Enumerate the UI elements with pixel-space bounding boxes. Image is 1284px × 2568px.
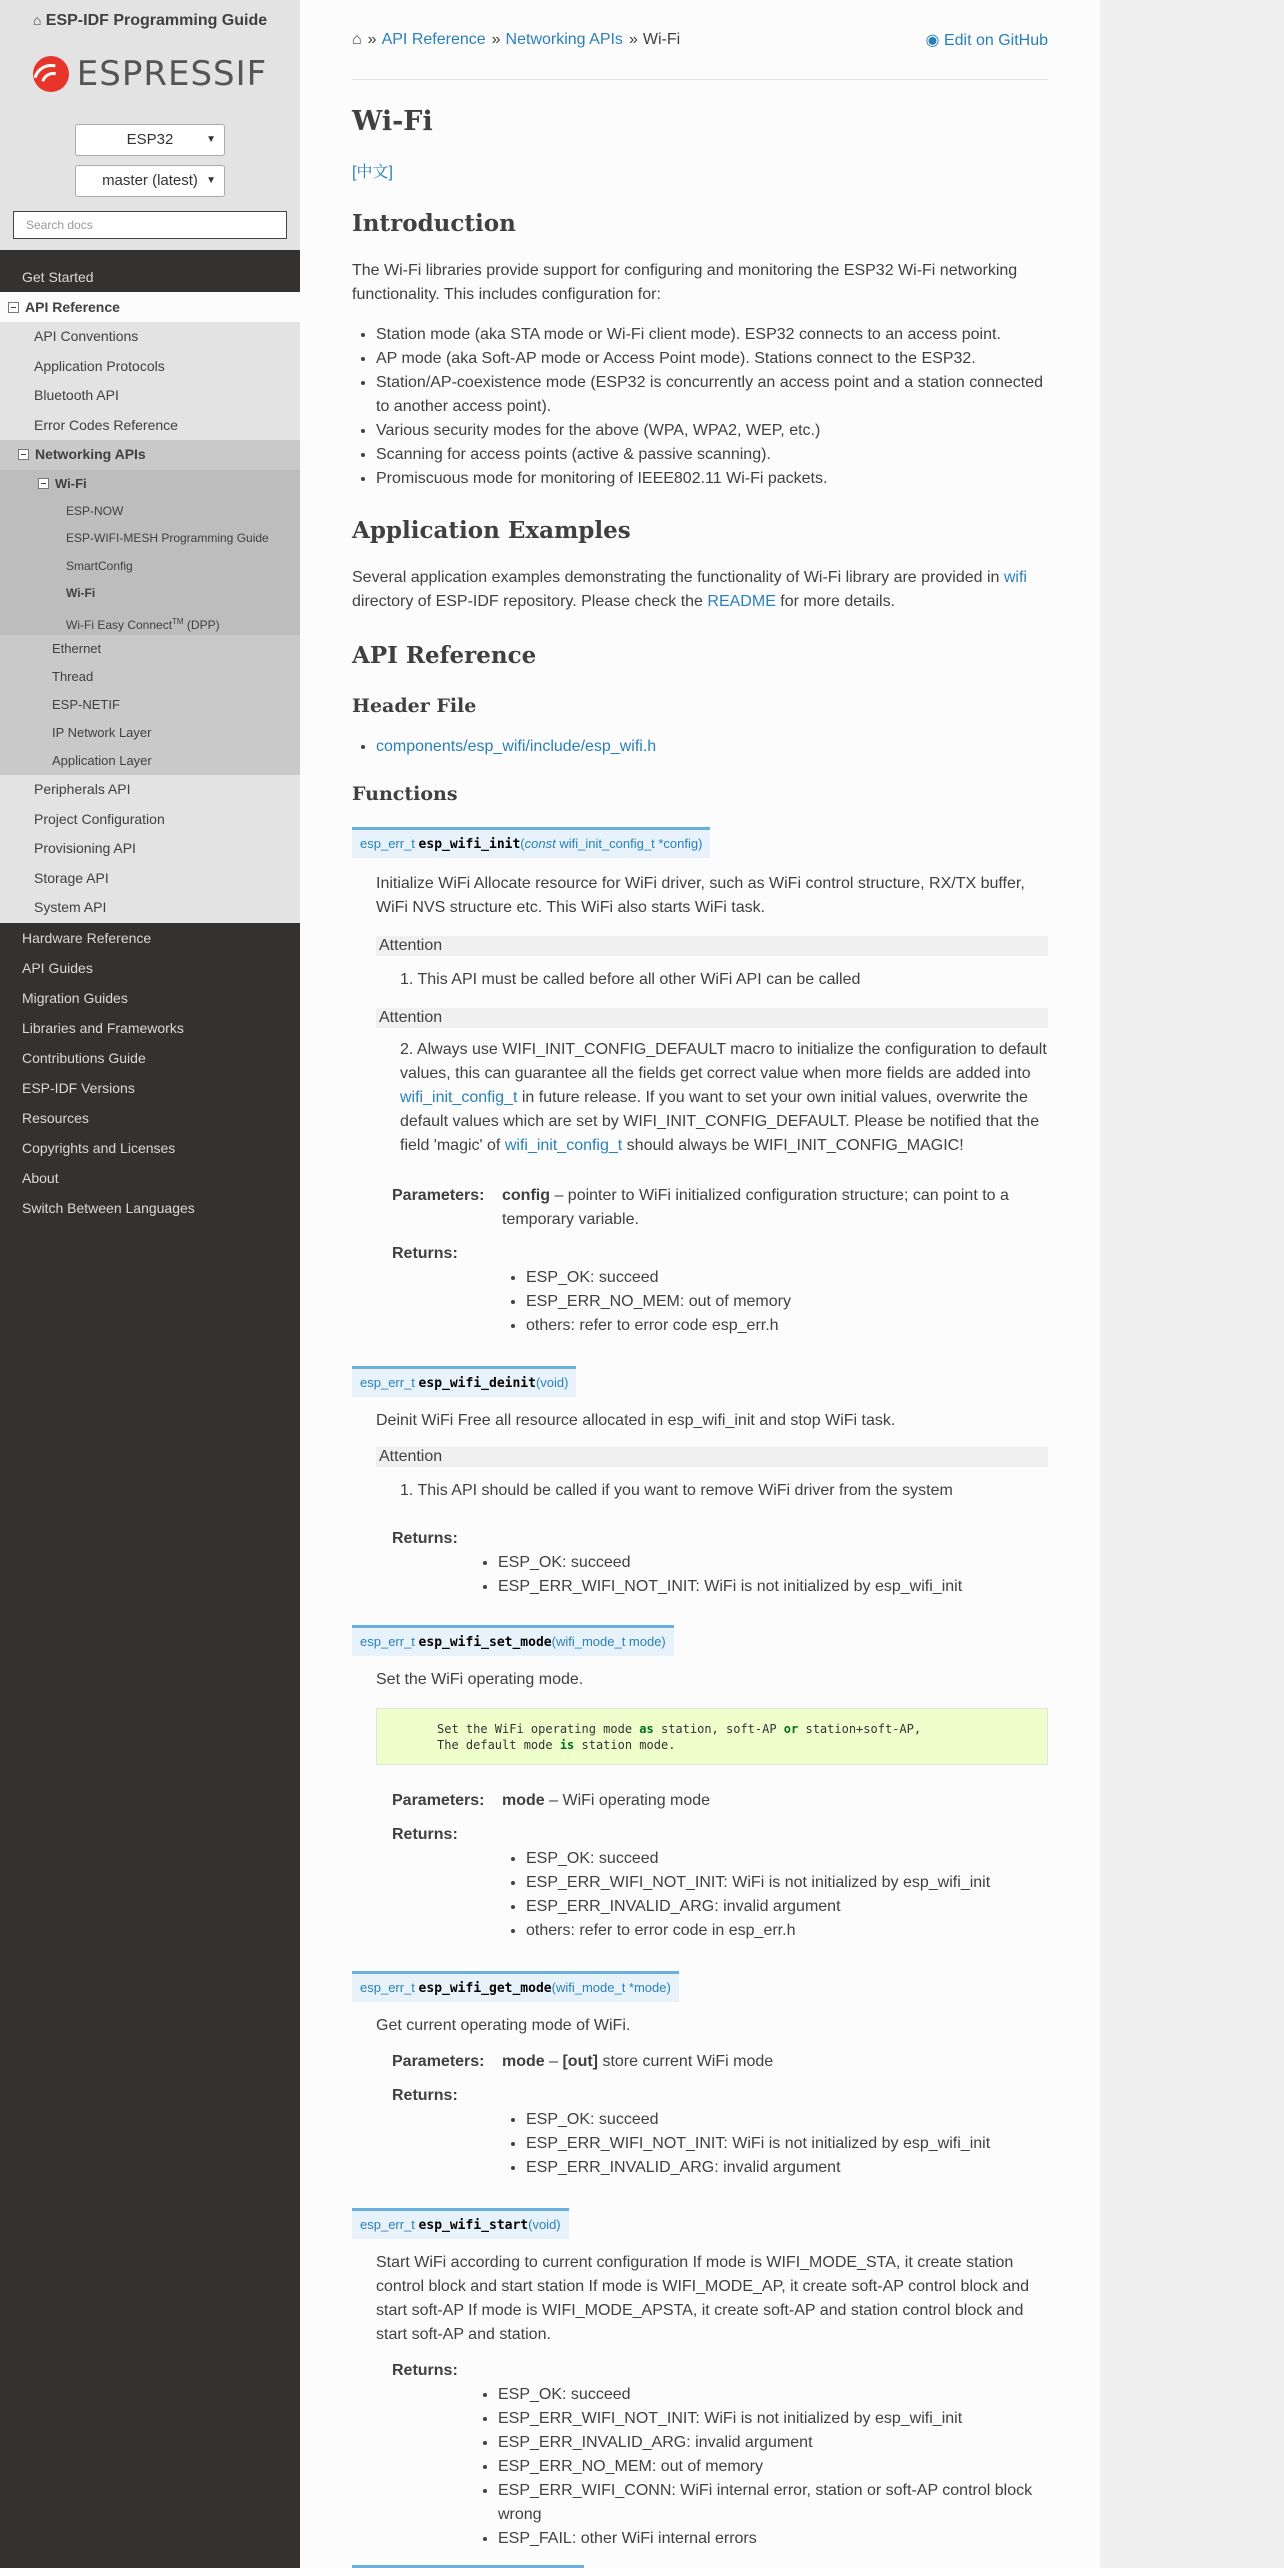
return-type-link[interactable]: esp_err_t [360, 1634, 415, 1649]
sidebar-item-label: Wi-Fi Easy Connect [66, 617, 173, 632]
text: should always be WIFI_INIT_CONFIG_MAGIC! [622, 1137, 964, 1154]
function-desc-text: Set the WiFi operating mode. [376, 1671, 584, 1688]
field-list [392, 1789, 1048, 1943]
args: wifi_init_config_t *config) [555, 836, 703, 851]
text: 2. Always use WIFI_INIT_CONFIG_DEFAULT macro to initialize the configuration to default values, this can guarantee all the fields get correct value when more fields are added into [400, 1041, 1047, 1082]
function-signature-esp-wifi-start[interactable] [352, 2208, 569, 2239]
sidebar-item-esp-now[interactable]: ESP-NOW [0, 498, 300, 526]
args: (wifi_mode_t mode) [551, 1634, 666, 1649]
header-file-link[interactable]: components/esp_wifi/include/esp_wifi.h [376, 738, 657, 755]
sidebar-item-networking-apis[interactable] [0, 440, 300, 470]
function-signature-esp-wifi-get-mode[interactable] [352, 1971, 679, 2002]
param-desc: – WiFi operating mode [544, 1792, 711, 1809]
sidebar-item-application-layer[interactable]: Application Layer [0, 747, 300, 775]
returns-label: Returns: [392, 2362, 458, 2379]
list-item: • ESP_ERR_NO_MEM: out of memory [498, 2455, 1048, 2479]
returns-label: Returns: [392, 1826, 458, 1843]
intro-paragraph: The Wi-Fi libraries provide support for configuring and monitoring the ESP32 Wi-Fi networking functionality. This includes configuration for: [352, 262, 1018, 303]
sidebar-item-system-api[interactable]: System API [0, 893, 300, 923]
param-desc: – pointer to WiFi initialized configuration structure; can point to a temporary variable. [502, 1187, 1009, 1228]
function-signature-esp-wifi-set-mode[interactable] [352, 1625, 674, 1656]
function-description [376, 1409, 1048, 1599]
list-item: • Station mode (aka STA mode or Wi-Fi client mode). ESP32 connects to an access point. [376, 323, 1048, 347]
args: (wifi_mode_t *mode) [551, 1980, 671, 1995]
returns-value [502, 2084, 990, 2180]
page-title: Wi-Fi [352, 106, 433, 137]
list-item: • ESP_ERR_WIFI_CONN: WiFi internal error, station or soft-AP control block wrong [498, 2479, 1048, 2527]
sidebar-item-smartconfig[interactable]: SmartConfig [0, 553, 300, 581]
sidebar-item-resources[interactable]: Resources [22, 1109, 89, 1126]
function-name: esp_wifi_set_mode [418, 1635, 552, 1650]
function-desc-text: Deinit WiFi Free all resource allocated in esp_wifi_init and stop WiFi task. [376, 1412, 896, 1429]
code-text: station mode. [574, 1738, 676, 1752]
list-item: • AP mode (aka Soft-AP mode or Access Point mode). Stations connect to the ESP32. [376, 347, 1048, 371]
list-item: • Scanning for access points (active & passive scanning). [376, 443, 1048, 467]
returns-label: Returns: [392, 1530, 458, 1547]
section-introduction: Introduction [352, 210, 516, 237]
search-input[interactable]: Search docs [13, 211, 287, 239]
function-description [376, 2251, 1048, 2551]
function-description [376, 872, 1048, 1338]
function-name: esp_wifi_start [418, 2218, 529, 2233]
field-list [392, 1184, 1048, 1338]
returns-value [502, 1242, 791, 1338]
github-icon: ◉ [925, 31, 940, 49]
code-text: Set the WiFi operating mode [437, 1722, 640, 1736]
function-signature-esp-wifi-deinit[interactable] [352, 1366, 576, 1397]
breadcrumb-separator: » [491, 30, 501, 48]
returns-value [502, 1823, 990, 1943]
sidebar-item-peripherals-api[interactable]: Peripherals API [0, 775, 300, 805]
function-name: esp_wifi_deinit [418, 1376, 536, 1391]
field-list [392, 2050, 1048, 2180]
list-item: • ESP_OK: succeed [498, 1551, 962, 1575]
attention-label: Attention [376, 1447, 1048, 1467]
returns-label: Returns: [392, 2087, 458, 2104]
list-item: • Station/AP-coexistence mode (ESP32 is concurrently an access point and a station connected to another access point). [376, 371, 1048, 419]
sidebar-item-get-started[interactable]: Get Started [22, 269, 94, 285]
target-select-value: ESP32 [126, 131, 174, 148]
breadcrumb [352, 0, 1048, 80]
list-item: • Various security modes for the above (WPA, WPA2, WEP, etc.) [376, 419, 1048, 443]
attention-text [376, 1038, 1048, 1158]
right-gutter [1100, 0, 1284, 2568]
list-item: • ESP_ERR_NO_MEM: out of memory [526, 1290, 791, 1314]
code-text: station, soft-AP [653, 1722, 784, 1736]
breadcrumb-separator: » [367, 30, 377, 48]
sidebar [0, 0, 300, 2568]
text: in future release. If you want to set your own initial values, overwrite the default values which are set by WIFI_INIT_CONFIG_DEFAULT. Please be notified that the field 'magic' of [400, 1089, 1040, 1154]
list-item: • ESP_OK: succeed [526, 2108, 990, 2132]
args-keyword: const [524, 836, 556, 851]
attention-text: 1. This API must be called before all other WiFi API can be called [400, 971, 861, 988]
function-description [376, 2014, 1048, 2180]
param-name: mode [502, 2053, 545, 2070]
sidebar-header [0, 0, 300, 250]
attention-label: Attention [376, 936, 1048, 956]
list-item: • ESP_ERR_INVALID_ARG: invalid argument [526, 2156, 990, 2180]
sidebar-item-libraries[interactable]: Libraries and Frameworks [22, 1019, 184, 1036]
list-item: • ESP_ERR_WIFI_NOT_INIT: WiFi is not initialized by esp_wifi_init [526, 1871, 990, 1895]
espressif-logo-icon [33, 56, 69, 92]
examples-paragraph [352, 566, 1048, 614]
header-file-list [376, 735, 1048, 759]
function-signature-esp-wifi-init[interactable] [352, 827, 710, 858]
version-select[interactable] [75, 165, 225, 197]
list-item: • ESP_ERR_INVALID_ARG: invalid argument [498, 2431, 1048, 2455]
sidebar-item-about[interactable]: About [22, 1169, 59, 1186]
parameters-value: mode – [out] store current WiFi mode [502, 2053, 774, 2070]
code-block [376, 1708, 1048, 1765]
project-title: ESP-IDF Programming Guide [45, 12, 268, 29]
list-item: • ESP_OK: succeed [526, 1266, 791, 1290]
sidebar-item-esp-wifi-mesh[interactable]: ESP-WIFI-MESH Programming Guide [0, 525, 300, 553]
sidebar-item-application-protocols[interactable]: Application Protocols [0, 352, 300, 382]
function-desc-text: Start WiFi according to current configuration If mode is WIFI_MODE_STA, it create station control block and start station If mode is WIFI_MODE_AP, it create soft-AP control block and start soft-AP If mode is WIFI_MODE_APSTA, it create soft-AP and station control block and start soft-AP and station. [376, 2254, 1030, 2343]
sidebar-item-wifi-current[interactable]: Wi-Fi [0, 580, 300, 608]
sidebar-item-storage-api[interactable]: Storage API [0, 864, 300, 894]
readme-link[interactable]: README [707, 593, 776, 610]
function-description [376, 1668, 1048, 1943]
sidebar-item-label: API Reference [25, 299, 120, 315]
edit-on-github-link[interactable] [926, 30, 1048, 50]
chevron-down-icon: ▼ [206, 175, 216, 186]
collapse-icon[interactable] [18, 449, 29, 460]
parameters-label: Parameters: [392, 2053, 485, 2070]
attention-label: Attention [376, 1008, 1048, 1028]
chevron-down-icon: ▼ [206, 134, 216, 145]
sidebar-item-copyrights[interactable]: Copyrights and Licenses [22, 1139, 176, 1156]
wifi-init-config-link[interactable]: wifi_init_config_t [504, 1137, 623, 1154]
project-title-link[interactable] [0, 12, 300, 30]
list-item: • others: refer to error code esp_err.h [526, 1314, 791, 1338]
sidebar-nav [0, 262, 300, 1223]
parameters-label: Parameters: [392, 1792, 485, 1809]
sidebar-item-contributions[interactable]: Contributions Guide [22, 1049, 146, 1066]
code-keyword: is [559, 1738, 575, 1752]
text: directory of ESP-IDF repository. Please check the [352, 593, 708, 610]
sidebar-item-switch-languages[interactable]: Switch Between Languages [22, 1199, 195, 1216]
version-select-value: master (latest) [102, 172, 198, 189]
param-direction: [out] [562, 2053, 598, 2070]
return-type-link[interactable]: esp_err_t [360, 2217, 415, 2232]
function-desc-text: Get current operating mode of WiFi. [376, 2017, 631, 2034]
espressif-logo [0, 54, 300, 94]
sidebar-item-ip-network-layer[interactable]: IP Network Layer [0, 719, 300, 747]
list-item: • ESP_ERR_WIFI_NOT_INIT: WiFi is not initialized by esp_wifi_init [498, 1575, 962, 1599]
sidebar-item-wifi-easy-connect[interactable] [0, 608, 300, 636]
section-header-file: Header File [352, 695, 477, 717]
field-list [392, 2359, 1048, 2551]
returns-value [474, 1527, 962, 1599]
code-keyword: or [783, 1722, 799, 1736]
home-icon: ⌂ [32, 12, 42, 28]
sidebar-item-api-reference[interactable] [0, 292, 300, 322]
list-item: • Promiscuous mode for monitoring of IEEE802.11 Wi-Fi packets. [376, 467, 1048, 491]
return-type-link[interactable]: esp_err_t [360, 836, 415, 851]
list-item: • others: refer to error code in esp_err.h [526, 1919, 990, 1943]
section-api-reference: API Reference [352, 642, 537, 669]
main-content [300, 0, 1100, 2568]
home-icon[interactable]: ⌂ [352, 30, 362, 48]
attention-text: 1. This API should be called if you want to remove WiFi driver from the system [400, 1482, 953, 1499]
parameters-label: Parameters: [392, 1187, 485, 1204]
sidebar-item-versions[interactable]: ESP-IDF Versions [22, 1079, 135, 1096]
collapse-icon[interactable] [38, 478, 49, 489]
sidebar-item-label: Networking APIs [35, 446, 146, 462]
collapse-icon[interactable] [8, 302, 19, 313]
param-desc: store current WiFi mode [598, 2053, 774, 2070]
breadcrumb-current: Wi-Fi [642, 30, 681, 48]
sidebar-item-ethernet[interactable]: Ethernet [0, 635, 300, 663]
parameters-value [502, 1789, 710, 1813]
wifi-init-config-link[interactable]: wifi_init_config_t [400, 1089, 518, 1106]
section-application-examples: Application Examples [352, 517, 631, 544]
code-text: The default mode [437, 1738, 560, 1752]
logo-text: ESPRESSIF [76, 54, 268, 94]
list-item: • ESP_ERR_WIFI_NOT_INIT: WiFi is not initialized by esp_wifi_init [498, 2407, 1048, 2431]
return-type-link[interactable]: esp_err_t [360, 1980, 415, 1995]
args: ( [520, 836, 525, 851]
param-name: mode [502, 1792, 545, 1809]
sidebar-item-thread[interactable]: Thread [0, 663, 300, 691]
section-functions: Functions [352, 783, 458, 805]
return-type-link[interactable]: esp_err_t [360, 1375, 415, 1390]
edit-on-github-label: Edit on GitHub [943, 31, 1048, 49]
sidebar-item-bluetooth-api[interactable]: Bluetooth API [0, 381, 300, 411]
returns-value [474, 2359, 1048, 2551]
returns-label: Returns: [392, 1245, 458, 1262]
text: Several application examples demonstrating the functionality of Wi-Fi library are provided in [352, 569, 1004, 586]
list-item: • ESP_ERR_INVALID_ARG: invalid argument [526, 1895, 990, 1919]
sidebar-item-esp-netif[interactable]: ESP-NETIF [0, 691, 300, 719]
target-select[interactable] [75, 124, 225, 156]
sidebar-item-provisioning-api[interactable]: Provisioning API [0, 834, 300, 864]
sidebar-item-api-conventions[interactable]: API Conventions [0, 322, 300, 352]
sidebar-item-hardware-reference[interactable]: Hardware Reference [22, 929, 152, 946]
field-list [392, 1527, 1048, 1599]
list-item: • ESP_OK: succeed [526, 1847, 990, 1871]
wifi-examples-link[interactable]: wifi [1003, 569, 1027, 586]
sidebar-item-wifi[interactable] [0, 470, 300, 498]
sidebar-item-project-configuration[interactable]: Project Configuration [0, 805, 300, 835]
function-name: esp_wifi_init [418, 837, 521, 852]
sidebar-item-api-guides[interactable]: API Guides [22, 959, 93, 976]
trademark-sup: TM [172, 616, 184, 626]
breadcrumb-separator: » [628, 30, 638, 48]
args: (void) [528, 2217, 561, 2232]
breadcrumb-api-reference[interactable]: API Reference [381, 30, 486, 48]
list-item: • ESP_ERR_WIFI_NOT_INIT: WiFi is not initialized by esp_wifi_init [526, 2132, 990, 2156]
sidebar-item-migration-guides[interactable]: Migration Guides [22, 989, 128, 1006]
code-text: station+soft-AP, [798, 1722, 922, 1736]
code-keyword: as [639, 1722, 654, 1736]
args: (void) [535, 1375, 569, 1390]
intro-list [376, 323, 1048, 491]
param-name: config [502, 1187, 550, 1204]
parameters-value [502, 1184, 1048, 1232]
list-item [376, 735, 1048, 759]
chinese-version-link[interactable]: [中文] [352, 164, 393, 181]
breadcrumb-networking-apis[interactable]: Networking APIs [505, 30, 623, 48]
sidebar-item-label-tail: (DPP) [183, 617, 220, 632]
text: for more details. [775, 593, 896, 610]
function-desc-text: Initialize WiFi Allocate resource for WiFi driver, such as WiFi control structure, RX/TX buffer, WiFi NVS structure etc. This WiFi also starts WiFi task. [376, 875, 1025, 916]
function-name: esp_wifi_get_mode [418, 1981, 552, 1996]
sidebar-item-label: Wi-Fi [55, 475, 87, 491]
sidebar-item-error-codes[interactable]: Error Codes Reference [0, 411, 300, 441]
list-item: • ESP_OK: succeed [498, 2383, 1048, 2407]
list-item: • ESP_FAIL: other WiFi internal errors [498, 2527, 1048, 2551]
